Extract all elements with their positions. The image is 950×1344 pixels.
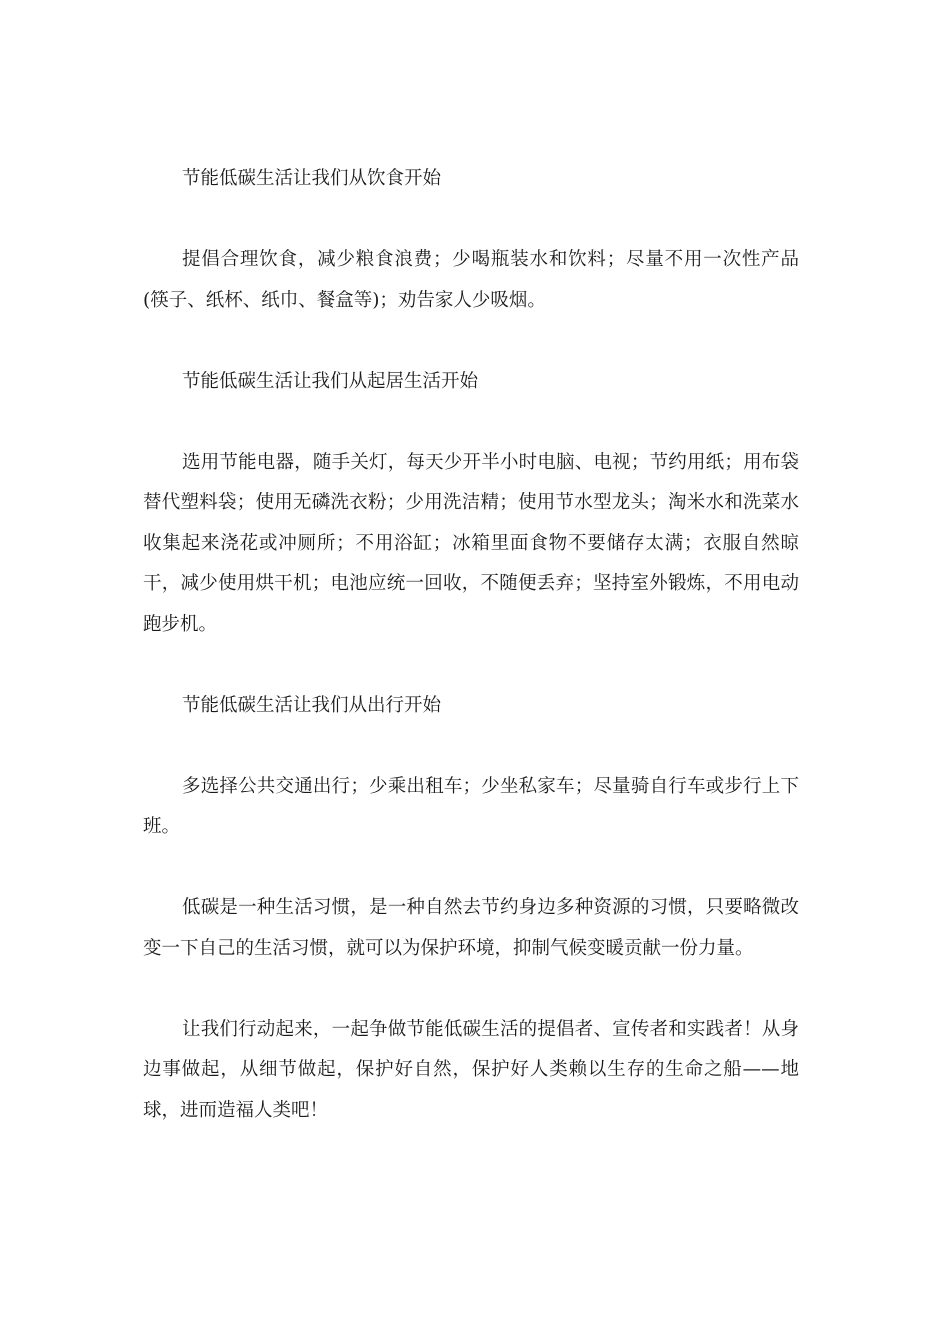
paragraph-spacer (143, 200, 799, 241)
section-heading-living: 节能低碳生活让我们从起居生活开始 (182, 370, 479, 392)
paragraph-diet: 提倡合理饮食，减少粮食浪费；少喝瓶装水和饮料；尽量不用一次性产品(筷子、纸杯、纸巾、餐盒等)；劝告家人少吸烟。 (143, 249, 799, 311)
paragraph-spacer (143, 726, 799, 767)
paragraph-living: 选用节能电器，随手关灯，每天少开半小时电脑、电视；节约用纸；用布袋替代塑料袋；使用无磷洗衣粉；少用洗洁精；使用节水型龙头；淘米水和洗菜水收集起来浇花或冲厕所；不用浴缸；冰箱里面食物不要储存太满；衣服自然晾干，减少使用烘干机；电池应统一回收，不随便丢弃；坚持室外锻炼，不用电动跑步机。 (143, 451, 799, 635)
paragraph-spacer (143, 402, 799, 443)
section-heading-travel: 节能低碳生活让我们从出行开始 (182, 694, 442, 716)
document-body (143, 159, 799, 1131)
paragraph-low-carbon-habit: 低碳是一种生活习惯，是一种自然去节约身边多种资源的习惯，只要略微改变一下自己的生活习惯，就可以为保护环境，抑制气候变暖贡献一份力量。 (143, 897, 799, 959)
paragraph-spacer (143, 848, 799, 889)
paragraph-travel: 多选择公共交通出行；少乘出租车；少坐私家车；尽量骑自行车或步行上下班。 (143, 775, 799, 837)
section-heading-diet: 节能低碳生活让我们从饮食开始 (182, 168, 442, 189)
paragraph-call-to-action: 让我们行动起来，一起争做节能低碳生活的提倡者、宣传者和实践者！从身边事做起，从细节做起，保护好自然，保护好人类赖以生存的生命之船——地球，进而造福人类吧！ (143, 1018, 799, 1121)
paragraph-spacer (143, 321, 799, 362)
paragraph-spacer (143, 645, 799, 686)
paragraph-spacer (143, 969, 799, 1010)
